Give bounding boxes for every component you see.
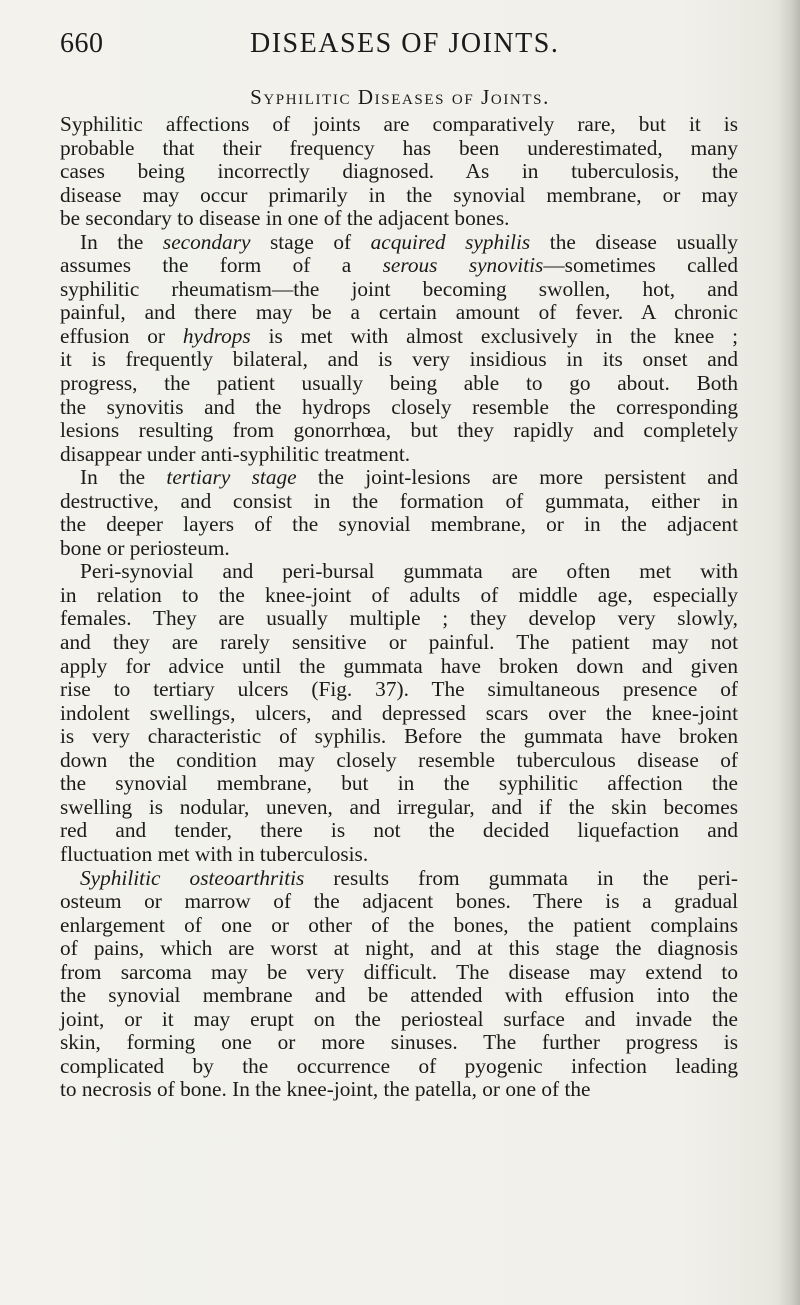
text-line: skin, forming one or more sinuses. The further progress is [60,1030,738,1055]
text-line: enlargement of one or other of the bones, the patient complains [60,912,738,937]
text-segment: —sometimes called [543,253,738,278]
text-line [60,867,738,891]
text-line: is very characteristic of syphilis. Before the gummata have broken [60,724,738,749]
text-segment: In the [80,229,163,254]
text-line: indolent swellings, ulcers, and depressed scars over the knee-joint [60,700,738,725]
text-line: females. They are usually multiple ; they develop very slowly, [60,606,738,631]
text-segment: the joint-lesions are more persistent and [296,465,738,490]
italic-term: secondary [162,229,251,254]
text-line: the deeper layers of the synovial membrane, or in the adjacent [60,512,738,537]
text-line: the synovitis and the hydrops closely resemble the corresponding [60,394,738,419]
text-line: from sarcoma may be very difficult. The disease may extend to [60,959,738,984]
text-line: cases being incorrectly diagnosed. As in tuberculosis, the [60,159,738,184]
body-text [60,113,738,1102]
page-number: 660 [60,28,104,59]
text-line: complicated by the occurrence of pyogenic infection leading [60,1053,738,1078]
text-line: down the condition may closely resemble tuberculous disease of [60,747,738,772]
italic-term: serous synovitis [382,253,544,278]
text-segment: In the [80,465,167,490]
page-header [60,28,738,64]
text-line: fluctuation met with in tuberculosis. [60,841,369,866]
text-line [60,254,738,278]
italic-term: tertiary stage [166,465,297,490]
text-segment: results from gummata in the peri- [304,865,738,890]
text-line: destructive, and consist in the formation of gummata, either in [60,488,738,513]
text-line: progress, the patient usually being able to go about. Both [60,371,738,396]
text-segment: the disease usually [530,229,738,254]
text-line: Syphilitic affections of joints are comparatively rare, but it is [60,112,738,136]
text-line: in relation to the knee-joint of adults of middle age, especially [60,582,738,607]
text-line [60,466,738,490]
text-line: it is frequently bilateral, and is very insidious in its onset and [60,347,738,372]
text-line [60,231,738,255]
text-line: probable that their frequency has been underestimated, many [60,135,738,160]
text-line: lesions resulting from gonorrhœa, but they rapidly and completely [60,418,738,443]
text-segment: assumes the form of a [60,253,383,278]
text-line: joint, or it may erupt on the periosteal surface and invade the [60,1006,738,1031]
text-line: be secondary to disease in one of the adjacent bones. [60,206,510,231]
section-title: Syphilitic Diseases of Joints. [250,85,550,109]
text-line: of pains, which are worst at night, and at this stage the diagnosis [60,936,738,961]
text-line: disease may occur primarily in the synovial membrane, or may [60,182,738,207]
text-segment: stage of [250,229,371,254]
text-line: red and tender, there is not the decided liquefaction and [60,818,738,843]
running-head: DISEASES OF JOINTS. [250,28,560,59]
text-line: the synovial membrane and be attended with effusion into the [60,983,738,1008]
text-line: Peri-synovial and peri-bursal gummata are often met with [80,559,738,584]
text-line: disappear under anti-syphilitic treatment. [60,441,411,466]
page-edge-shadow [778,0,800,1305]
text-line: apply for advice until the gummata have broken down and given [60,653,738,678]
text-segment: is met with almost exclusively in the knee ; [250,323,738,348]
text-line: rise to tertiary ulcers (Fig. 37). The simultaneous presence of [60,677,738,702]
italic-term: acquired syphilis [370,229,531,254]
text-line: swelling is nodular, uneven, and irregular, and if the skin becomes [60,794,738,819]
text-line: painful, and there may be a certain amount of fever. A chronic [60,300,738,325]
text-line: to necrosis of bone. In the knee-joint, the patella, or one of the [60,1077,591,1102]
text-segment: effusion or [60,323,183,348]
italic-term: hydrops [182,323,251,348]
text-line [60,325,738,349]
text-line: bone or periosteum. [60,535,230,560]
italic-term: Syphilitic osteoarthritis [80,865,305,890]
text-line: the synovial membrane, but in the syphilitic affection the [60,771,738,796]
text-line: osteum or marrow of the adjacent bones. There is a gradual [60,889,738,914]
text-line: and they are rarely sensitive or painful. The patient may not [60,630,738,655]
text-line: syphilitic rheumatism—the joint becoming swollen, hot, and [60,276,738,301]
